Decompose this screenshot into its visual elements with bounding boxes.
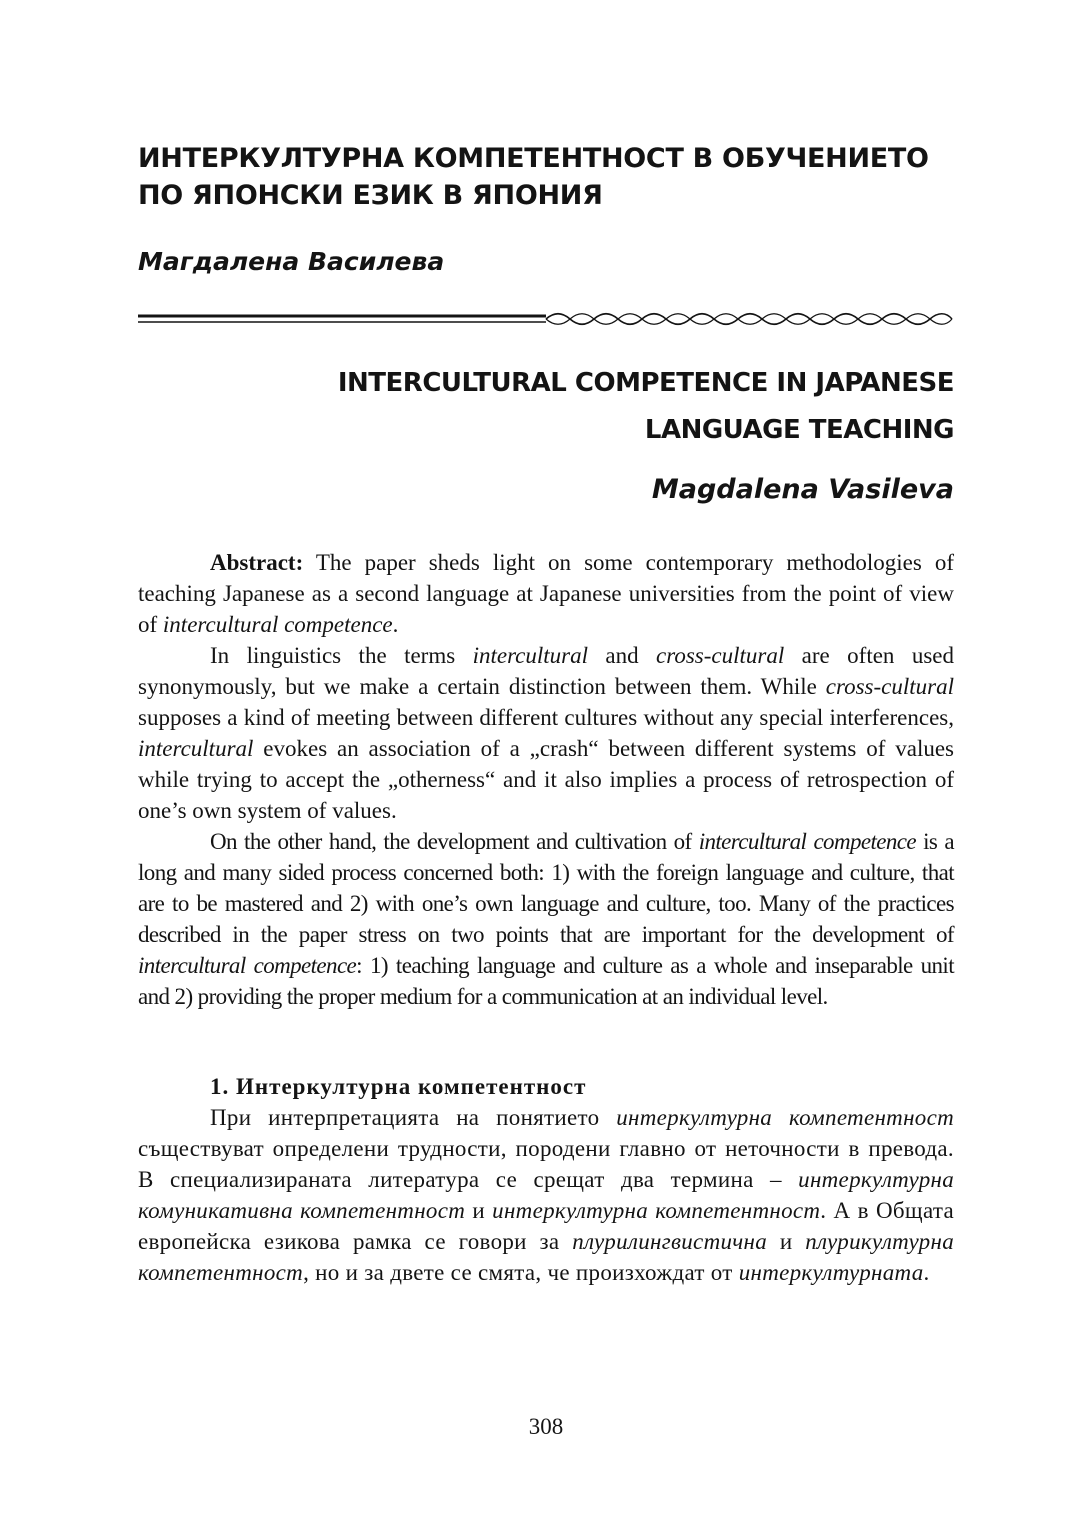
section-text: съществуват определени трудности, породени главно от неточности в превода. В специализираната литература се срещат два термина – xyxy=(138,1136,954,1192)
section-text: При интерпретацията на понятието xyxy=(210,1105,617,1130)
abstract-emphasis: intercultural xyxy=(138,736,254,761)
section-text: и xyxy=(767,1229,806,1254)
section-text: . xyxy=(923,1260,930,1285)
section-1 xyxy=(138,1071,954,1288)
ornamental-divider xyxy=(138,304,954,332)
abstract-emphasis: intercultural xyxy=(472,643,588,668)
abstract-text: In linguistics the terms xyxy=(210,643,473,668)
abstract-paragraph-3 xyxy=(138,826,954,1012)
abstract-text: supposes a kind of meeting between different cultures without any special interferences, xyxy=(138,705,954,730)
abstract-emphasis: cross-cultural xyxy=(656,643,785,668)
section-emphasis: интеркултурна комуникативна компетентност xyxy=(138,1167,954,1223)
bulgarian-title xyxy=(138,140,954,214)
divider-wave-pattern xyxy=(546,314,952,325)
abstract-text: evokes an association of a „crash“ between different systems of values while trying to accept the „otherness“ and it also implies a process of retrospection of one’s own system of values. xyxy=(138,736,954,823)
english-author: Magdalena Vasileva xyxy=(651,474,954,505)
bulgarian-title-line-1: ИНТЕРКУЛТУРНА КОМПЕТЕНТНОСТ В ОБУЧЕНИЕТО xyxy=(138,143,929,174)
section-emphasis: плурикултурна компетентност xyxy=(138,1229,954,1285)
section-emphasis: плурилингвистична xyxy=(572,1229,768,1254)
divider-wave-pattern-2 xyxy=(546,314,952,325)
section-text: и xyxy=(465,1198,493,1223)
abstract-paragraph-2 xyxy=(138,640,954,826)
section-emphasis: интеркултурна компетентност xyxy=(492,1198,821,1223)
section-1-paragraph xyxy=(138,1102,954,1288)
page-number: 308 xyxy=(528,1414,564,1439)
bulgarian-title-line-2: ПО ЯПОНСКИ ЕЗИК В ЯПОНИЯ xyxy=(138,180,603,211)
abstract-text: and xyxy=(588,643,657,668)
abstract-emphasis: cross-cultural xyxy=(825,674,954,699)
abstract-text: is a long and many sided process concerned both: 1) with the foreign language and culture, that are to be mastered and 2) with one’s own language and culture, too. Many of the practices described in the paper stress on two points that are important for the development of xyxy=(138,829,955,947)
abstract-text: are often used synonymously, but we make a certain distinction between them. While xyxy=(138,643,954,699)
abstract-label: Abstract: xyxy=(210,550,304,575)
section-emphasis: интеркултурна компетентност xyxy=(616,1105,955,1130)
section-1-heading: 1. Интеркултурна компетентност xyxy=(210,1074,587,1099)
bulgarian-author: Магдалена Василева xyxy=(138,247,445,276)
english-title xyxy=(138,360,954,454)
abstract-emphasis: intercultural competence xyxy=(162,612,393,637)
english-title-line-2: LANGUAGE TEACHING xyxy=(644,415,954,445)
section-emphasis: интеркултурната xyxy=(738,1260,924,1285)
section-text: . А в Общата европейска езикова рамка се говори за xyxy=(138,1198,954,1254)
page xyxy=(138,0,954,1530)
abstract-section xyxy=(138,547,954,1012)
abstract-paragraph-1 xyxy=(138,547,954,640)
section-text: , но и за двете се смята, че произхождат от xyxy=(303,1260,739,1285)
abstract-emphasis: intercultural competence xyxy=(138,953,357,978)
abstract-text: The paper sheds light on some contemporary methodologies of teaching Japanese as a second language at Japanese universities from the point of view of xyxy=(138,550,954,637)
abstract-text: On the other hand, the development and cultivation of xyxy=(210,829,699,854)
english-title-line-1: INTERCULTURAL COMPETENCE IN JAPANESE xyxy=(337,368,954,398)
abstract-emphasis: intercultural competence xyxy=(698,829,916,854)
abstract-text: . xyxy=(392,612,399,637)
abstract-text: : 1) teaching language and culture as a whole and inseparable unit and 2) providing the proper medium for a communication at an individual level. xyxy=(138,953,955,1009)
